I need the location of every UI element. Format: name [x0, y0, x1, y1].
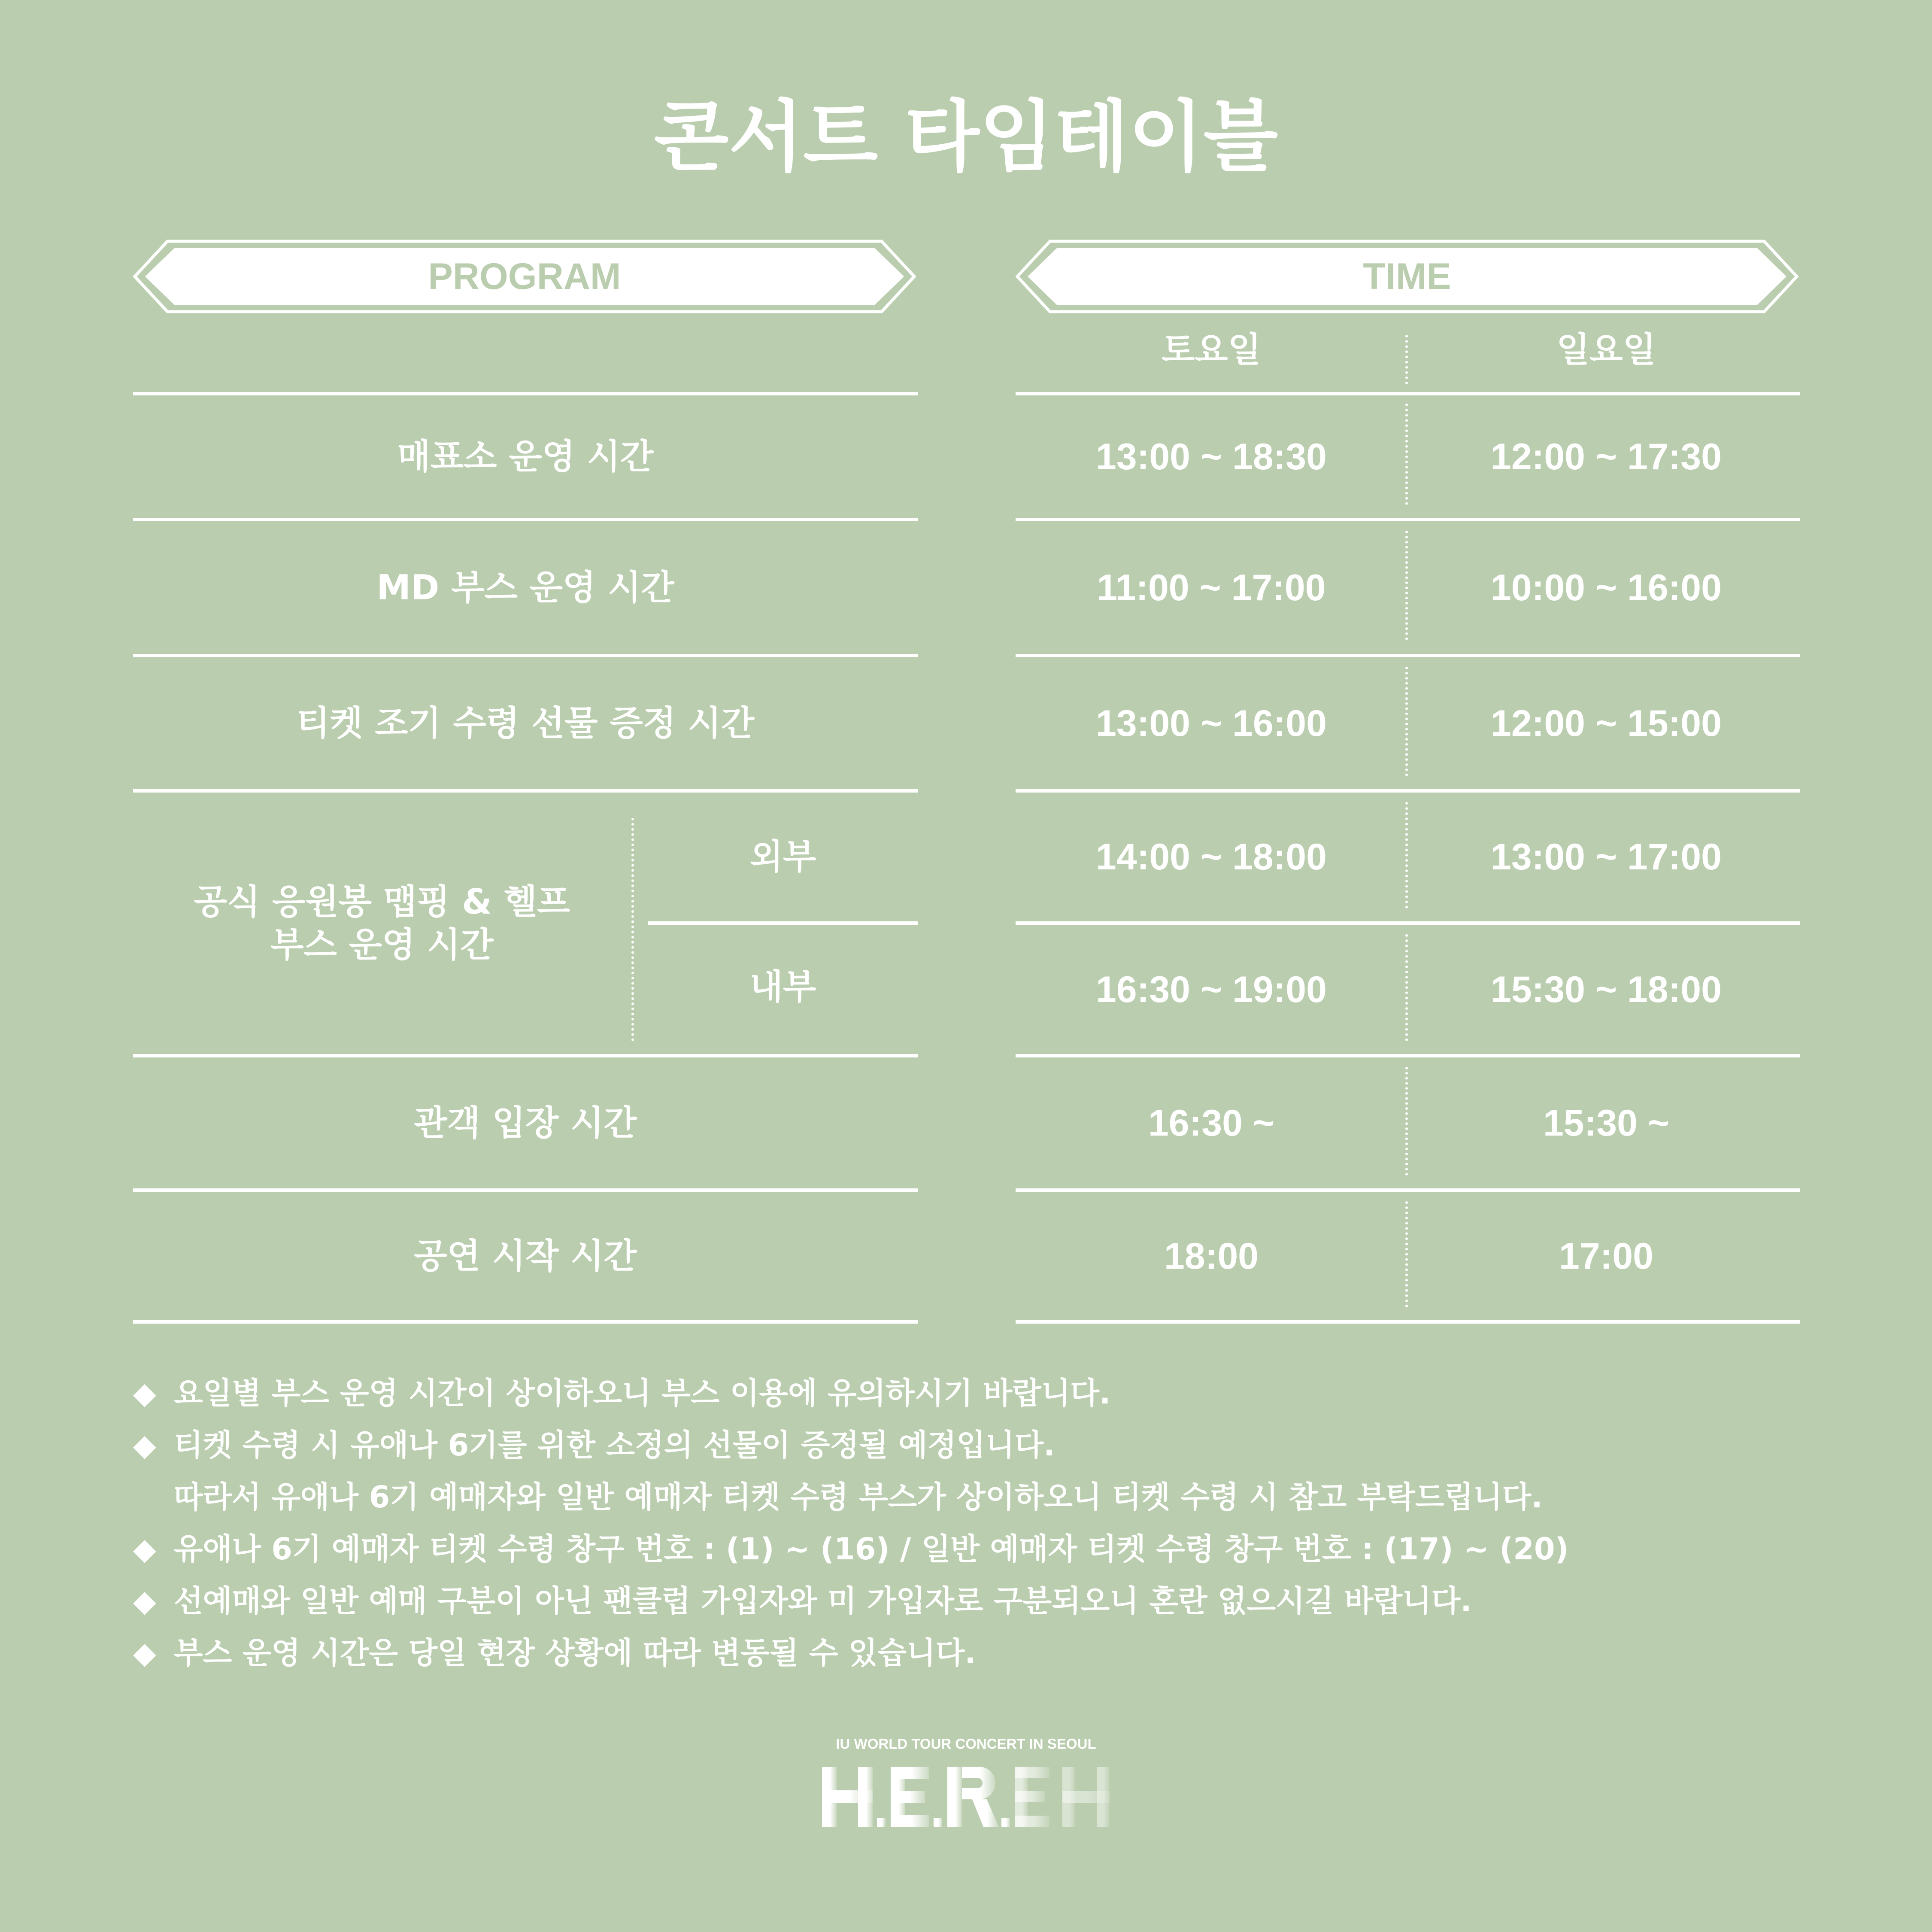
saturday-time-md-booth: 11:00 ~ 17:00 [1097, 567, 1326, 608]
divider-line [1016, 392, 1800, 395]
saturday-time-booth-inner: 16:30 ~ 19:00 [1096, 969, 1327, 1010]
program-ticket-office: 매표소 운영 시간 [397, 436, 654, 477]
divider-line [1016, 921, 1800, 925]
divider-line [1016, 1054, 1800, 1057]
note-item [133, 1367, 1829, 1419]
note-indent [133, 1471, 174, 1523]
program-header-banner [133, 240, 916, 313]
booth-outer-label: 외부 [749, 837, 816, 877]
program-header-label: PROGRAM [428, 255, 621, 297]
divider-line [133, 654, 918, 657]
divider-line [133, 1188, 918, 1192]
diamond-bullet-icon: ◆ [133, 1531, 156, 1567]
sunday-time-audience-entry: 15:30 ~ [1543, 1102, 1670, 1144]
program-early-ticket-gift: 티켓 조기 수령 선물 증정 시간 [296, 703, 755, 743]
note-item [133, 1627, 1829, 1679]
saturday-time-early-ticket-gift: 13:00 ~ 16:00 [1096, 702, 1327, 744]
sunday-time-early-ticket-gift: 12:00 ~ 15:00 [1491, 702, 1722, 744]
note-item [133, 1419, 1829, 1471]
diamond-bullet-icon: ◆ [133, 1428, 156, 1463]
note-text: 유애나 6기 예매자 티켓 수령 창구 번호 : (1) ~ (16) / 일반 예매자 티켓 수령 창구 번호 : (17) ~ (20) [174, 1531, 1569, 1567]
booth-inner-label: 내부 [749, 967, 816, 1007]
saturday-time-ticket-office: 13:00 ~ 18:30 [1096, 436, 1327, 477]
saturday-time-audience-entry: 16:30 ~ [1148, 1102, 1275, 1144]
diamond-bullet-icon: ◆ [133, 1376, 156, 1411]
divider-line [1016, 789, 1800, 793]
sunday-time-show-start: 17:00 [1559, 1235, 1653, 1277]
program-lightstick-booth-line1: 공식 응원봉 맵핑 & 헬프 [194, 881, 570, 922]
divider-line [1016, 518, 1800, 521]
note-item-continuation [133, 1471, 1829, 1523]
divider-line [1016, 1320, 1800, 1324]
divider-line [133, 518, 918, 521]
divider-line [133, 1054, 918, 1057]
divider-line [648, 921, 918, 925]
sunday-header: 일요일 [1556, 330, 1656, 370]
sunday-time-booth-inner: 15:30 ~ 18:00 [1491, 969, 1722, 1010]
note-text: 요일별 부스 운영 시간이 상이하오니 부스 이용에 유의하시기 바랍니다. [174, 1376, 1111, 1411]
here-logo [822, 1758, 1118, 1838]
sunday-time-md-booth: 10:00 ~ 16:00 [1491, 567, 1722, 608]
page-title: 콘서트 타임테이블 [654, 92, 1278, 182]
program-lightstick-booth-line2: 부스 운영 시간 [270, 924, 494, 965]
sunday-time-booth-outer: 13:00 ~ 17:00 [1491, 836, 1722, 878]
sunday-time-ticket-office: 12:00 ~ 17:30 [1491, 436, 1722, 477]
booth-subrow-divider [631, 818, 634, 1041]
divider-line [1016, 1188, 1800, 1192]
day-divider [1405, 335, 1408, 384]
program-md-booth: MD 부스 운영 시간 [376, 567, 674, 608]
divider-line [133, 1320, 918, 1324]
divider-line [1016, 654, 1800, 657]
diamond-bullet-icon: ◆ [133, 1635, 156, 1671]
program-show-start: 공연 시작 시간 [414, 1236, 637, 1276]
note-text: 티켓 수령 시 유애나 6기를 위한 소정의 선물이 증정될 예정입니다. [174, 1428, 1055, 1463]
note-item [133, 1575, 1829, 1627]
divider-line [133, 789, 918, 793]
logo-subtitle: IU WORLD TOUR CONCERT IN SEOUL [836, 1736, 1096, 1752]
diamond-bullet-icon: ◆ [133, 1583, 156, 1619]
saturday-header: 토요일 [1162, 330, 1261, 370]
note-item [133, 1523, 1829, 1575]
time-header-label: TIME [1363, 255, 1451, 297]
notes-list [133, 1367, 1829, 1679]
time-header-banner [1016, 240, 1799, 313]
note-text: 부스 운영 시간은 당일 현장 상황에 따라 변동될 수 있습니다. [174, 1635, 976, 1671]
saturday-time-show-start: 18:00 [1164, 1235, 1259, 1277]
note-text: 선예매와 일반 예매 구분이 아닌 팬클럽 가입자와 미 가입자로 구분되오니 혼란 없으시길 바랍니다. [174, 1583, 1472, 1619]
saturday-time-booth-outer: 14:00 ~ 18:00 [1096, 836, 1327, 878]
divider-line [133, 392, 918, 395]
note-text: 따라서 유애나 6기 예매자와 일반 예매자 티켓 수령 부스가 상이하오니 티켓 수령 시 참고 부탁드립니다. [174, 1479, 1543, 1515]
program-audience-entry: 관객 입장 시간 [414, 1103, 637, 1143]
program-lightstick-booth [133, 793, 631, 1054]
